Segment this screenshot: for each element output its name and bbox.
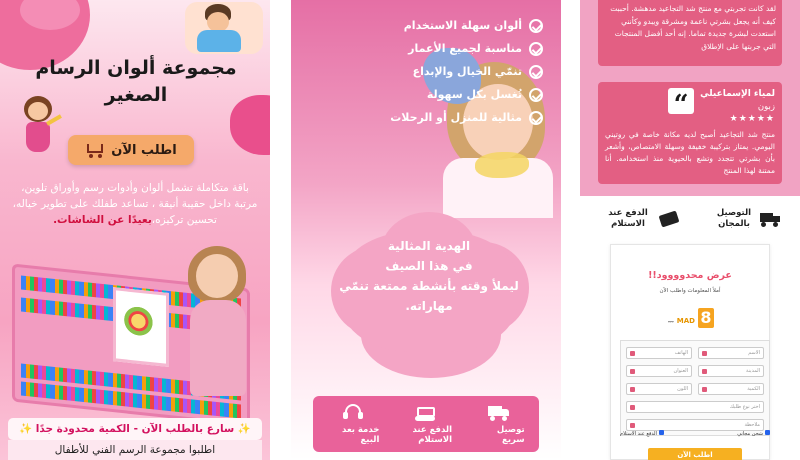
price-currency: MAD (676, 317, 695, 325)
feature-item (363, 37, 543, 60)
name-field[interactable] (698, 347, 764, 359)
feature-label: مثالية للمنزل أو الرحلات (390, 111, 522, 124)
title-line-2: الصغير (104, 84, 168, 106)
headset-icon (342, 404, 364, 422)
order-now-label: اطلب الآن (111, 142, 177, 158)
limited-stock-banner: ✨ سارع بالطلب الآن - الكمية محدودة جدًا ✨ (8, 418, 262, 440)
gift-line: في هذا الصيف (385, 259, 473, 273)
service-cash-on-delivery (400, 404, 452, 445)
gift-line: ليملأ وقته بأنشطة ممتعة تنمّي (339, 279, 519, 293)
drawing-kid-illustration (185, 2, 263, 54)
rating-stars: ★★★★★ (729, 114, 775, 124)
perk-cash-on-delivery (602, 208, 680, 230)
review-card (598, 82, 782, 184)
field-placeholder: الهاتف (674, 350, 688, 356)
service-label: الدفع عند الاستلام (412, 424, 453, 445)
check-circle-icon (529, 88, 543, 102)
phone-icon (630, 351, 635, 356)
shipping-options (620, 430, 770, 437)
check-circle-icon (529, 42, 543, 56)
submit-order-button[interactable]: اطلب الآن (648, 448, 742, 460)
color-field[interactable] (626, 383, 692, 395)
box-icon (702, 387, 707, 392)
product-photo (12, 236, 258, 414)
city-field[interactable] (698, 365, 764, 377)
reviewer-role: زبون (757, 102, 775, 112)
ship-option-cod[interactable] (620, 430, 664, 437)
truck-icon (760, 211, 782, 227)
product-description (8, 180, 262, 228)
description-highlight: بعيدًا عن الشاشات. (53, 214, 152, 226)
painting-girl-illustration (18, 96, 64, 160)
perks-row (602, 204, 782, 234)
quantity-field[interactable] (698, 383, 764, 395)
perk-free-shipping (712, 208, 782, 230)
field-placeholder: اللون (677, 386, 688, 392)
feature-label: ألوان سهلة الاستخدام (403, 19, 522, 32)
feature-list (363, 14, 543, 129)
gift-line: مهاراته. (405, 299, 453, 313)
field-placeholder: المدينة (745, 368, 760, 374)
review-body: منتج شد التجاعيد أصبح لديه مكانة خاصة في روتيني اليومي. يمتاز بتركيبة خفيفة وسهلة الامتصاص، وأشعر بأن بشرتي تتجدد وتشع بالحيوية منذ استخدامه. أنا ممتنة لهذا المنتج (605, 130, 775, 175)
palette-icon (630, 387, 635, 392)
feature-label: تنمّي الخيال والإبداع (412, 65, 522, 78)
feature-item (363, 83, 543, 106)
offer-subtitle: أملأ المعلومات واطلب الآن (659, 288, 721, 294)
field-placeholder: ملاحظة (744, 422, 760, 428)
feature-item (363, 106, 543, 129)
address-field[interactable] (626, 365, 692, 377)
chevron-down-icon (630, 405, 635, 410)
offer-title: عرض محدوووود!! (648, 270, 732, 281)
price-display (668, 308, 714, 328)
phone-field[interactable] (626, 347, 692, 359)
gift-message (331, 236, 527, 316)
user-icon (702, 351, 707, 356)
reviewer-name: لمياء الإسماعيلي (700, 89, 775, 99)
check-circle-icon (529, 111, 543, 125)
old-price: ... (668, 318, 674, 325)
review-header (605, 88, 775, 125)
service-label: خدمة بعد البيع (342, 424, 380, 445)
check-circle-icon (529, 19, 543, 33)
feature-label: تُغسل بكل سهولة (426, 88, 522, 101)
feature-item (363, 14, 543, 37)
quote-icon: “ (668, 88, 694, 114)
checkbox-icon (659, 430, 664, 435)
location-icon (702, 369, 707, 374)
ship-option-label: الدفع عند الاستلام (620, 431, 657, 437)
field-placeholder: الاسم (748, 350, 760, 356)
note-icon (630, 423, 635, 428)
order-now-button[interactable] (68, 135, 194, 165)
field-placeholder: اختر نوع طلبك (729, 404, 760, 410)
perk-label: التوصيل بالمجان (716, 208, 752, 229)
order-type-select[interactable] (626, 401, 764, 413)
review-card-partial: لقد كانت تجربتي مع منتج شد التجاعيد مدهشة. أحببت كيف أنه يجعل بشرتي ناعمة ومشرقة ويبدو وكأنني استعدت لبشرة جديدة تماما. إنه أحد أفضل المنتجات التي جربتها على الإطلاق (598, 0, 782, 66)
home-icon (630, 369, 635, 374)
reviews-order-panel (580, 0, 800, 460)
description-text: باقة متكاملة تشمل ألوان وأدوات رسم وأوراق تلوين، مرتبة داخل حقيبة أنيقة ، تساعد طفلك على تطوير خياله، تحسين تركيزه، (12, 182, 258, 226)
title-line-1: مجموعة ألوان الرسام (35, 57, 237, 79)
field-placeholder: الكمية (747, 386, 760, 392)
price-value: 8 (698, 308, 714, 328)
service-after-sales (327, 404, 379, 445)
services-bar (313, 396, 539, 452)
feature-label: مناسبة لجميع الأعمار (408, 42, 522, 55)
feature-item (363, 60, 543, 83)
service-label: توصيل سريع (496, 424, 525, 445)
perk-label: الدفع عند الاستلام (608, 208, 648, 229)
features-panel (291, 0, 561, 460)
cash-icon (658, 211, 680, 227)
order-fields (620, 340, 770, 436)
cart-icon (85, 143, 105, 157)
order-art-set-link[interactable]: اطلبوا مجموعة الرسم الفني للأطفال (8, 440, 262, 460)
truck-icon (488, 404, 510, 422)
paint-handprint-decor (475, 152, 529, 178)
check-circle-icon (529, 65, 543, 79)
gift-line: الهدية المثالية (387, 239, 471, 253)
field-placeholder: العنوان (673, 368, 688, 374)
ship-option-label: شحن مجاني (737, 431, 763, 437)
product-hero-panel (0, 0, 270, 460)
reviewer-info (700, 88, 775, 125)
girl-photo (180, 246, 256, 396)
cash-icon (415, 404, 437, 422)
ship-option-free[interactable] (737, 430, 770, 437)
checkbox-icon (765, 430, 770, 435)
service-fast-delivery (473, 404, 525, 445)
